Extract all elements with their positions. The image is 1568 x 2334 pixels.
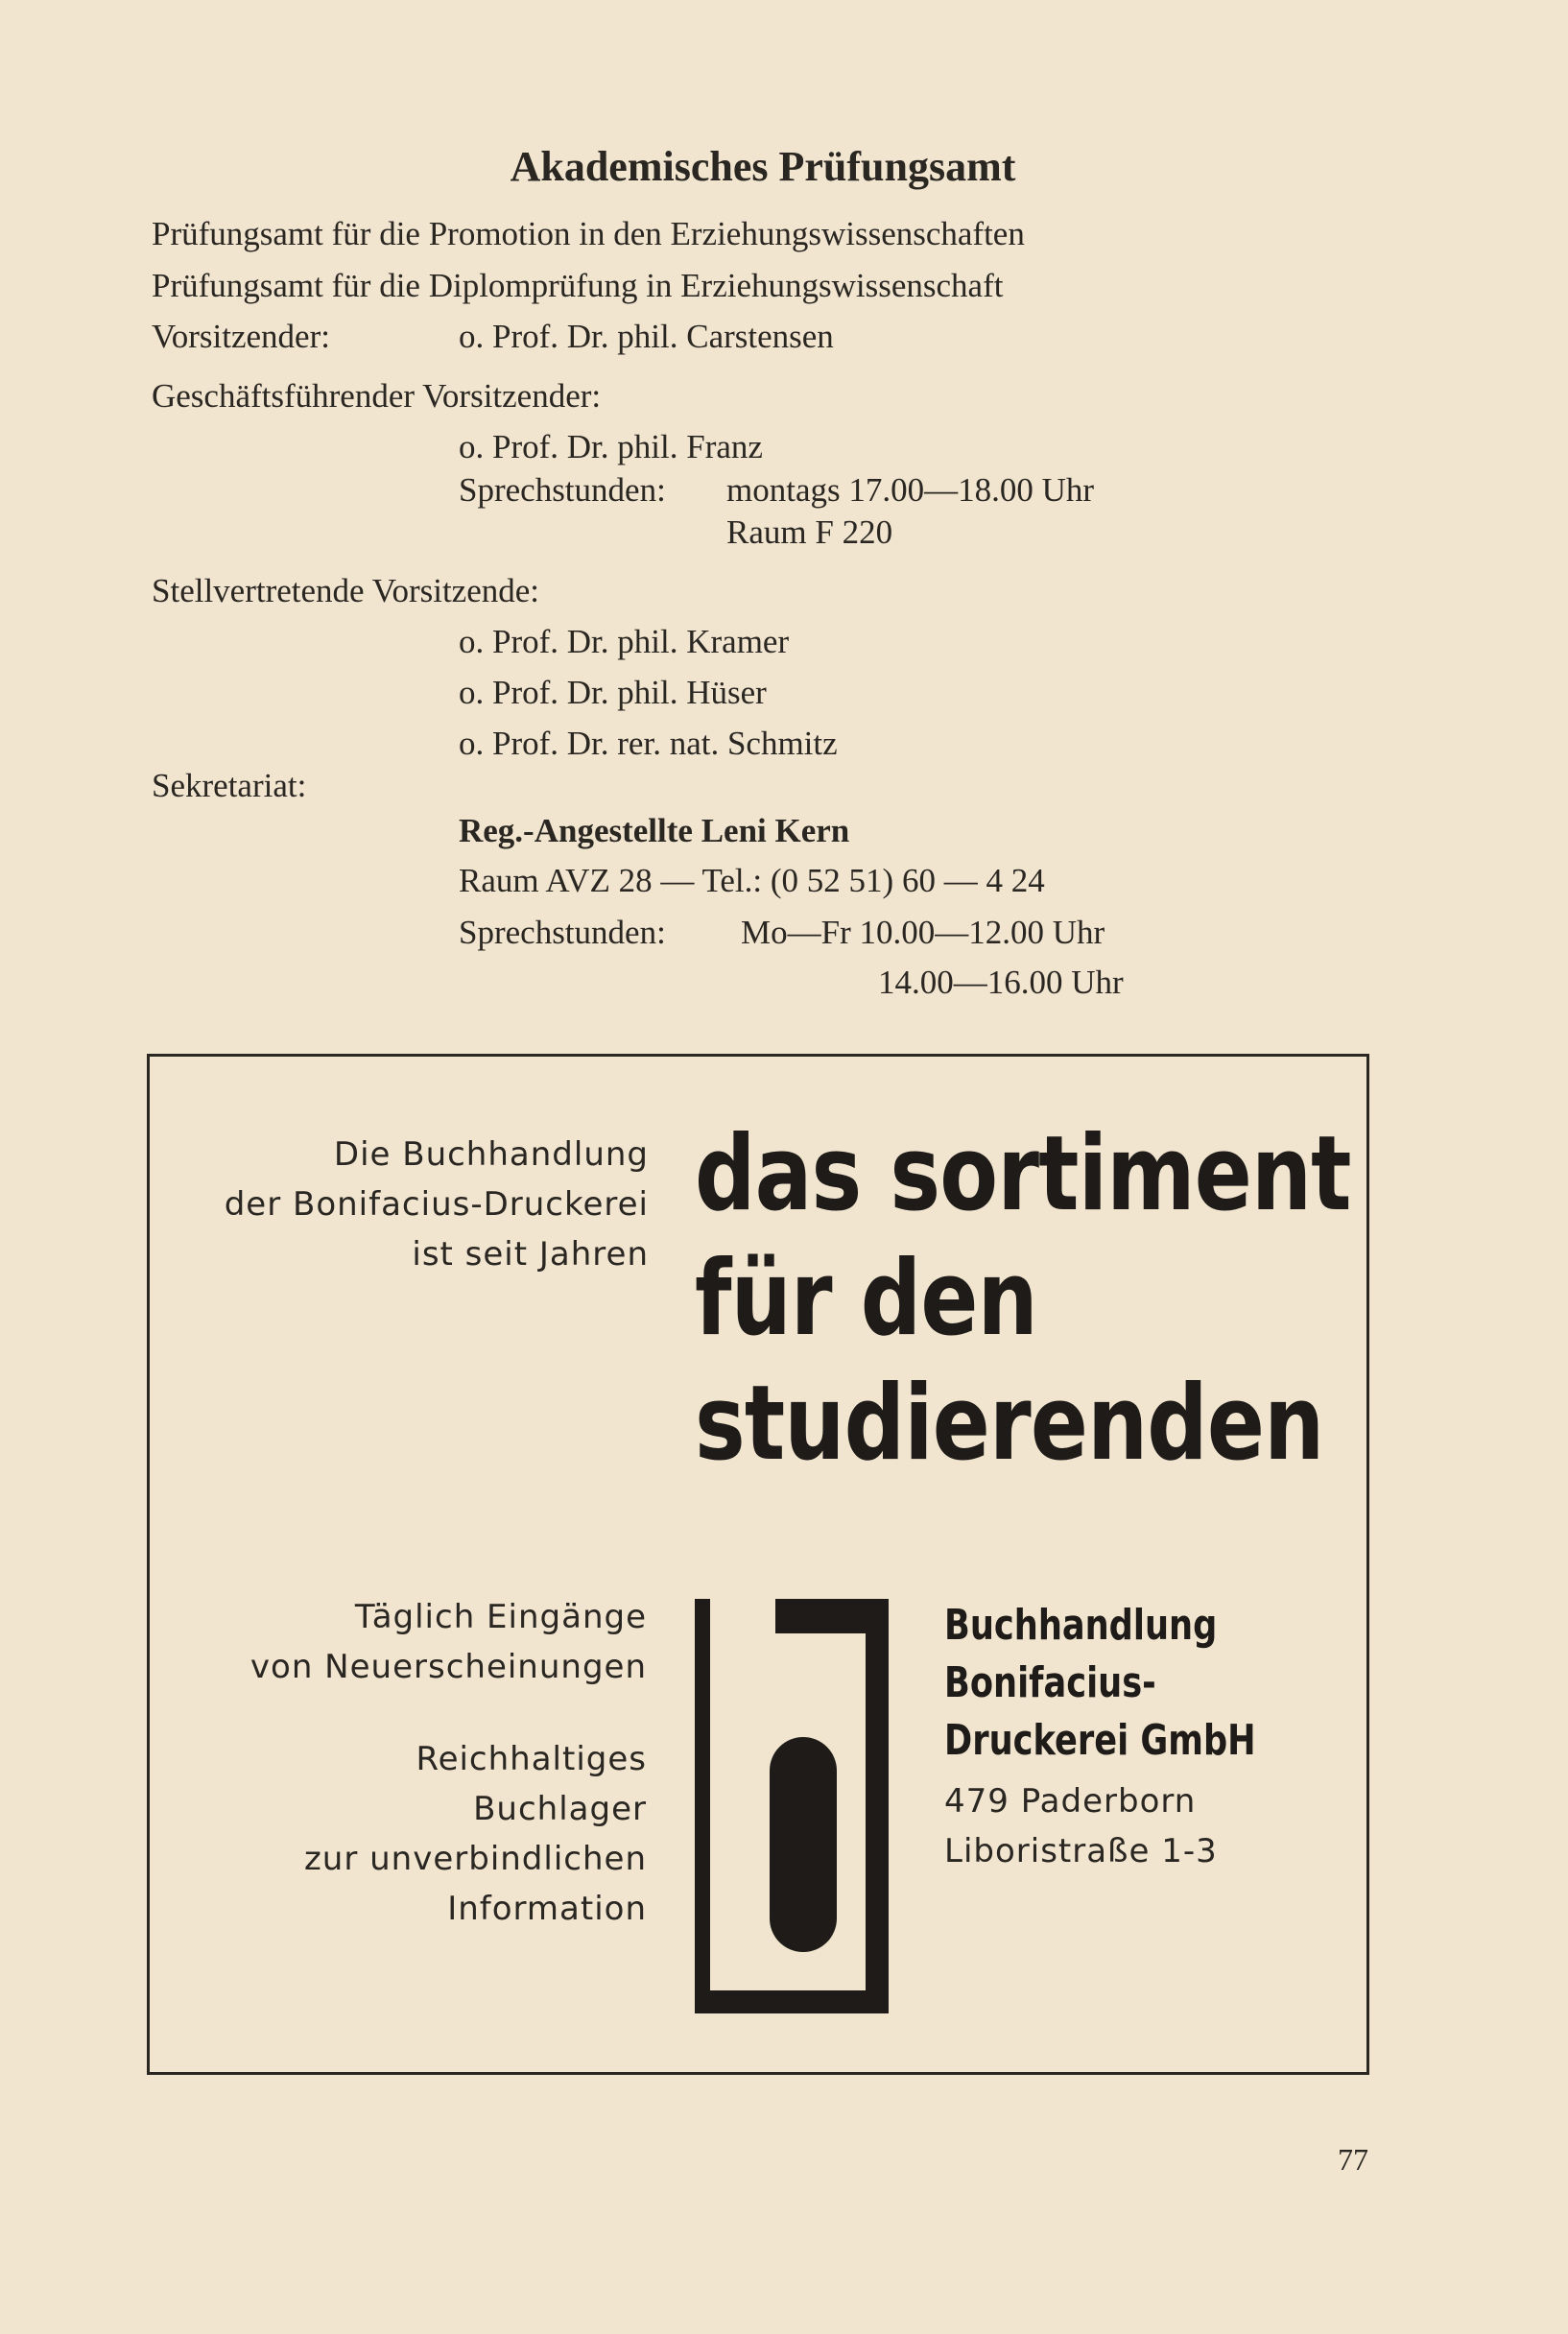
secretary-hours-label: Sprechstunden: — [459, 914, 666, 951]
exec-room: Raum F 220 — [726, 513, 893, 551]
deputy-3: o. Prof. Dr. rer. nat. Schmitz — [459, 725, 838, 762]
ad-address-2: Liboristraße 1-3 — [944, 1832, 1218, 1870]
exec-hours-label: Sprechstunden: — [459, 471, 666, 509]
chair-name: o. Prof. Dr. phil. Carstensen — [459, 318, 834, 355]
exec-hours: montags 17.00—18.00 Uhr — [726, 471, 1095, 509]
ad-feature-2-line-2: Buchlager — [473, 1790, 647, 1828]
secretary-hours-1: Mo—Fr 10.00—12.00 Uhr — [741, 914, 1105, 951]
ad-headline-3: studierenden — [695, 1364, 1324, 1484]
ad-address-1: 479 Paderborn — [944, 1782, 1197, 1821]
ad-headline-1: das sortiment — [695, 1114, 1351, 1234]
secretariat-label: Sekretariat: — [152, 767, 307, 804]
deputy-label: Stellvertretende Vorsitzende: — [152, 572, 540, 609]
exec-label: Geschäftsführender Vorsitzender: — [152, 377, 602, 415]
page-number: 77 — [1338, 2142, 1368, 2177]
ad-intro-2: der Bonifacius-Druckerei — [224, 1185, 649, 1224]
ad-company-2: Bonifacius- — [944, 1658, 1156, 1707]
deputy-1: o. Prof. Dr. phil. Kramer — [459, 623, 790, 660]
ad-feature-2-line-1: Reichhaltiges — [416, 1740, 647, 1778]
ad-feature-1-line-2: von Neuerscheinungen — [249, 1648, 647, 1686]
ad-intro-3: ist seit Jahren — [412, 1235, 649, 1274]
office-line-1: Prüfungsamt für die Promotion in den Erziehungswissenschaften — [152, 215, 1025, 252]
chair-label: Vorsitzender: — [152, 318, 330, 355]
page-title: Akademisches Prüfungsamt — [510, 143, 1016, 190]
ad-company-1: Buchhandlung — [944, 1601, 1218, 1650]
ad-feature-1-line-1: Täglich Eingänge — [354, 1598, 647, 1636]
ad-feature-2-line-4: Information — [447, 1890, 647, 1928]
exec-name: o. Prof. Dr. phil. Franz — [459, 428, 763, 465]
bonifacius-logo-icon — [695, 1599, 889, 2013]
ad-headline-2: für den — [695, 1239, 1037, 1359]
secretary-contact: Raum AVZ 28 — Tel.: (0 52 51) 60 — 4 24 — [459, 862, 1045, 899]
deputy-2: o. Prof. Dr. phil. Hüser — [459, 674, 767, 711]
ad-intro-1: Die Buchhandlung — [333, 1135, 649, 1174]
ad-feature-2-line-3: zur unverbindlichen — [303, 1840, 647, 1878]
office-line-2: Prüfungsamt für die Diplomprüfung in Erziehungswissenschaft — [152, 267, 1004, 304]
ad-company-3: Druckerei GmbH — [944, 1716, 1256, 1765]
secretary-hours-2: 14.00—16.00 Uhr — [878, 964, 1124, 1001]
secretary-name: Reg.-Angestellte Leni Kern — [459, 812, 850, 849]
